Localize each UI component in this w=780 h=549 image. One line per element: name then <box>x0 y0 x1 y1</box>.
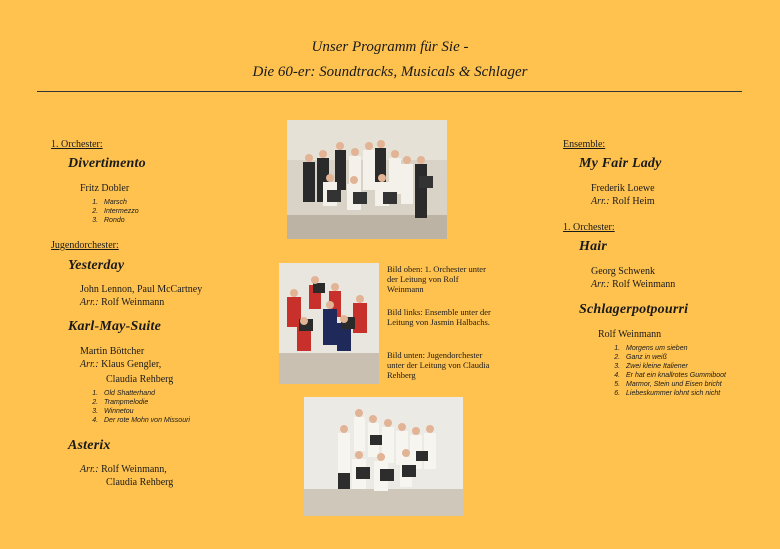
arr-prefix: Arr.: <box>80 464 99 475</box>
arranger-name: Klaus Gengler, <box>98 359 162 370</box>
title-line-1: Unser Programm für Sie - <box>311 39 469 55</box>
composer-divertimento: Fritz Dobler <box>80 183 130 194</box>
arr-prefix: Arr.: <box>80 297 99 308</box>
piece-title-asterix: Asterix <box>68 438 111 453</box>
list-item: 3. Zwei kleine Italiener <box>622 362 726 371</box>
arr-prefix: Arr.: <box>591 279 610 290</box>
composer-name: Martin Böttcher <box>80 346 145 357</box>
list-item: 1. Old Shatterhand <box>100 389 190 398</box>
photo-orchester <box>287 120 447 239</box>
piece-title-hair: Hair <box>579 239 608 254</box>
composer-schlagerpotpourri: Rolf Weinmann <box>598 329 662 340</box>
arr-prefix: Arr.: <box>80 359 99 370</box>
list-item: 2. Trampmelodie <box>100 398 190 407</box>
movement-list-karl-may-suite <box>86 389 190 425</box>
piece-title-karl-may-suite: Karl-May-Suite <box>68 319 162 334</box>
section-label-orchester: 1. Orchester: <box>51 139 103 150</box>
list-item: 2. Intermezzo <box>100 207 139 216</box>
composer-karl-may-suite <box>80 345 173 386</box>
title-line-2: Die 60-er: Soundtracks, Musicals & Schlager <box>252 64 528 80</box>
arranger-line <box>591 195 655 208</box>
photo-ensemble <box>279 263 379 384</box>
caption-ensemble: Bild links: Ensemble unter der Leitung von Jasmin Halbachs. <box>387 307 491 327</box>
section-label-orchester-2: 1. Orchester: <box>563 222 615 233</box>
composer-name: Georg Schwenk <box>591 266 655 277</box>
arranger-name: Rolf Weinmann <box>98 297 165 308</box>
list-item: 1. Marsch <box>100 198 139 207</box>
arranger-name: Rolf Weinmann, <box>98 464 167 475</box>
list-item: 2. Ganz in weiß <box>622 353 726 362</box>
composer-hair <box>591 265 675 291</box>
list-item: 4. Er hat ein knallrotes Gummiboot <box>622 371 726 380</box>
composer-asterix <box>80 463 173 489</box>
arranger-line <box>591 278 675 291</box>
composer-name: Frederik Loewe <box>591 183 655 194</box>
list-item: 5. Marmor, Stein und Eisen bricht <box>622 380 726 389</box>
list-item: 4. Der rote Mohn von Missouri <box>100 416 190 425</box>
list-item: 3. Winnetou <box>100 407 190 416</box>
section-label-ensemble: Ensemble: <box>563 139 606 150</box>
composer-my-fair-lady <box>591 182 655 208</box>
arranger-name-2: Claudia Rehberg <box>106 477 174 488</box>
arranger-name: Rolf Weinmann <box>609 279 676 290</box>
arranger-line <box>80 296 202 309</box>
list-item: 6. Liebeskummer lohnt sich nicht <box>622 389 726 398</box>
arranger-name: Rolf Heim <box>609 196 655 207</box>
song-list-schlagerpotpourri <box>608 344 726 398</box>
arr-prefix: Arr.: <box>591 196 610 207</box>
composer-yesterday <box>80 283 202 309</box>
photo-jugendorchester <box>304 397 463 516</box>
section-label-jugendorchester: Jugendorchester: <box>51 240 119 251</box>
arranger-line <box>80 358 173 371</box>
piece-title-divertimento: Divertimento <box>68 156 146 171</box>
piece-title-schlagerpotpourri: Schlagerpotpourri <box>579 302 689 317</box>
composer-name: John Lennon, Paul McCartney <box>80 284 203 295</box>
caption-orchester: Bild oben: 1. Orchester unter der Leitung von Rolf Weinmann <box>387 264 486 294</box>
arranger-name-2: Claudia Rehberg <box>106 374 174 385</box>
list-item: 3. Rondo <box>100 216 139 225</box>
movement-list-divertimento <box>86 198 139 225</box>
caption-jugendorchester: Bild unten: Jugendorchester unter der Leitung von Claudia Rehberg <box>387 350 490 380</box>
header-divider <box>37 91 742 92</box>
piece-title-my-fair-lady: My Fair Lady <box>579 156 662 171</box>
list-item: 1. Morgens um sieben <box>622 344 726 353</box>
arranger-line <box>80 463 173 476</box>
piece-title-yesterday: Yesterday <box>68 258 125 273</box>
